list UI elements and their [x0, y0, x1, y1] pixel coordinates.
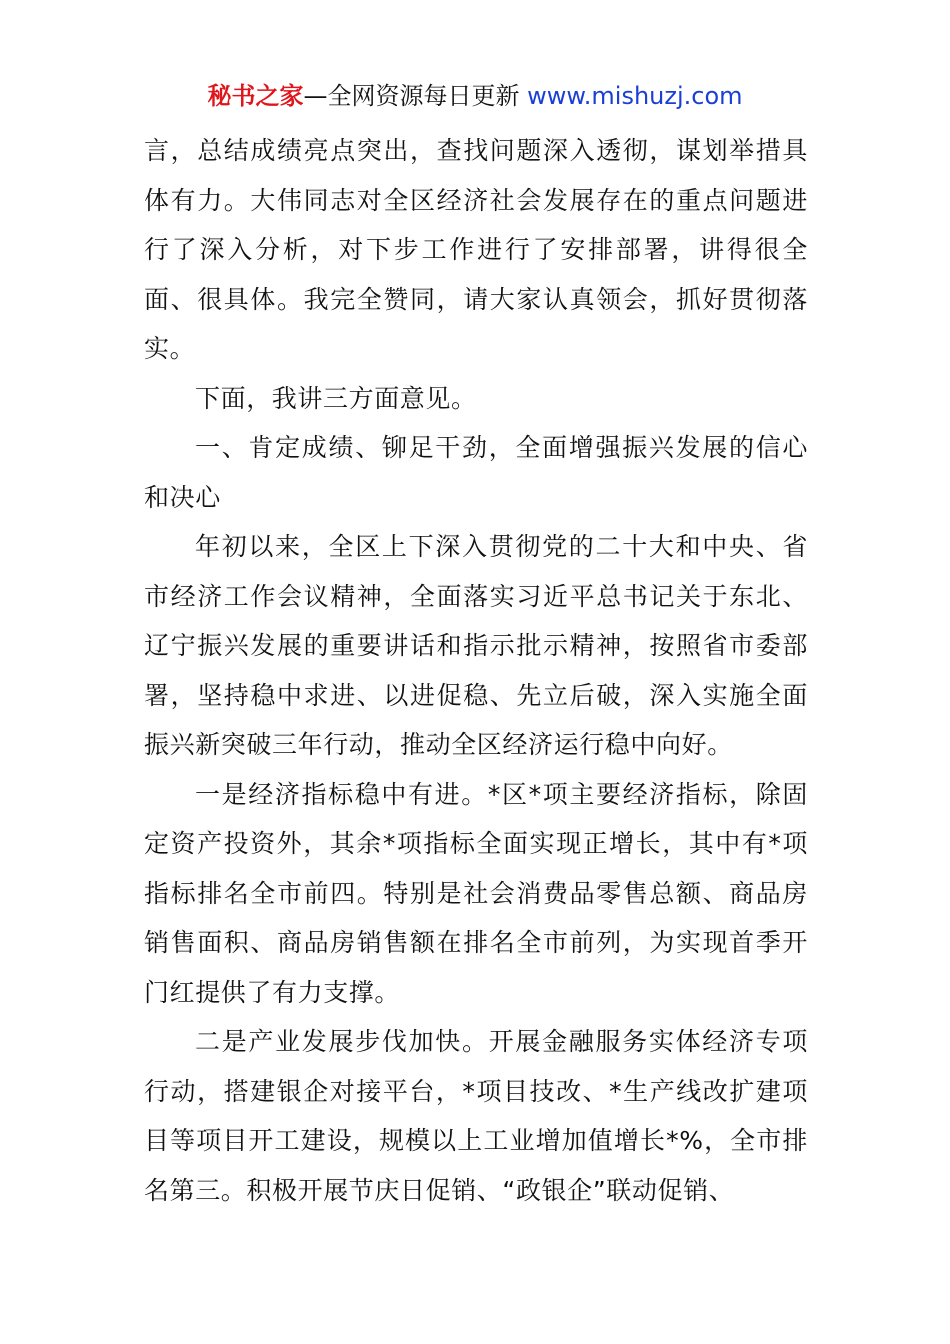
paragraph-overview: 年初以来，全区上下深入贯彻党的二十大和中央、省市经济工作会议精神，全面落实习近平总书记关于东北、辽宁振兴发展的重要讲话和指示批示精神，按照省市委部署，坚持稳中求进、以进促稳、先立后破，深入实施全面振兴新突破三年行动，推动全区经济运行稳中向好。 — [144, 532, 808, 759]
site-url-link[interactable]: www.mishuzj.com — [527, 82, 743, 110]
paragraph-point-2: 二是产业发展步伐加快。开展金融服务实体经济专项行动，搭建银企对接平台，*项目技改、*生产线改扩建项目等项目开工建设，规模以上工业增加值增长*%，全市排名第三。积极开展节庆日促销、“政银企”联动促销、 — [144, 1027, 808, 1205]
paragraph-intro: 下面，我讲三方面意见。 — [195, 383, 477, 413]
section-heading-1: 一、肯定成绩、铆足干劲，全面增强振兴发展的信心和决心 — [144, 433, 808, 512]
site-header — [0, 80, 950, 112]
paragraph-continuation: 言，总结成绩亮点突出，查找问题深入透彻，谋划举措具体有力。大伟同志对全区经济社会发展存在的重点问题进行了深入分析，对下步工作进行了安排部署，讲得很全面、很具体。我完全赞同，请大家认真领会，抓好贯彻落实。 — [144, 136, 808, 363]
site-tagline: —全网资源每日更新 — [303, 82, 520, 110]
site-brand: 秘书之家 — [207, 82, 304, 110]
paragraph-point-1: 一是经济指标稳中有进。*区*项主要经济指标，除固定资产投资外，其余*项指标全面实现正增长，其中有*项指标排名全市前四。特别是社会消费品零售总额、商品房销售面积、商品房销售额在排名全市前列，为实现首季开门红提供了有力支撑。 — [144, 779, 808, 1007]
document-body — [144, 126, 808, 1215]
